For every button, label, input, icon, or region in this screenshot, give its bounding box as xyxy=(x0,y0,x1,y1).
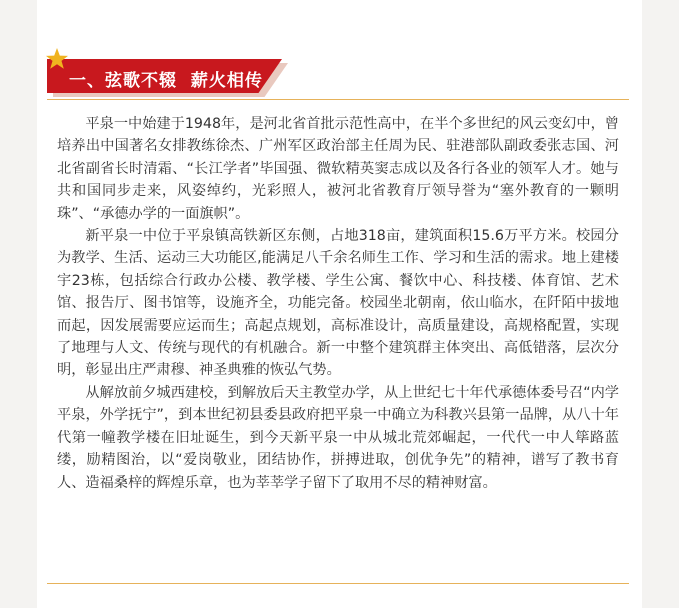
divider-top xyxy=(47,99,629,100)
paragraph-1: 平泉一中始建于1948年，是河北省首批示范性高中，在半个多世纪的风云变幻中，曾培养出中国著名女排教练徐杰、广州军区政治部主任周为民、驻港部队副政委张志国、河北省副省长时清霜、“长江学者”毕国强、微软精英窦志成以及各行各业的领军人才。她与共和国同步走来，风姿绰约，光彩照人，被河北省教育厅领导誉为“塞外教育的一颗明珠”、“承德办学的一面旗帜”。 xyxy=(57,116,619,222)
section-title: 一、弦歌不辍 薪火相传 xyxy=(69,71,263,91)
section-header xyxy=(47,55,627,100)
paragraph-2: 新平泉一中位于平泉镇高铁新区东侧，占地318亩，建筑面积15.6万平方米。校园分为教学、生活、运动三大功能区,能满足八千余名师生工作、学习和生活的需求。地上建楼宇23栋，包括综合行政办公楼、教学楼、学生公寓、餐饮中心、科技楼、体育馆、艺术馆、报告厅、图书馆等，设施齐全，功能完备。校园坐北朝南，依山临水，在阡陌中拔地而起，因发展需要应运而生；高起点规划，高标准设计，高质量建设，高规格配置，实现了地理与人文、传统与现代的有机融合。新一中整个建筑群主体突出、高低错落，层次分明，彰显出庄严肃穆、神圣典雅的恢弘气势。 xyxy=(57,228,619,379)
paragraph-3: 从解放前夕城西建校，到解放后天主教堂办学，从上世纪七十年代承德体委号召“内学平泉，外学抚宁”，到本世纪初县委县政府把平泉一中确立为科教兴县第一品牌，从八十年代第一幢教学楼在旧址诞生，到今天新平泉一中从城北荒郊崛起，一代代一中人筚路蓝缕，励精图治，以“爱岗敬业，团结协作，拼搏进取，创优争先”的精神，谱写了教书育人、造福桑梓的辉煌乐章，也为莘莘学子留下了取用不尽的精神财富。 xyxy=(57,384,619,491)
article-body xyxy=(57,113,619,494)
divider-bottom xyxy=(47,583,629,584)
star-icon xyxy=(45,47,69,71)
